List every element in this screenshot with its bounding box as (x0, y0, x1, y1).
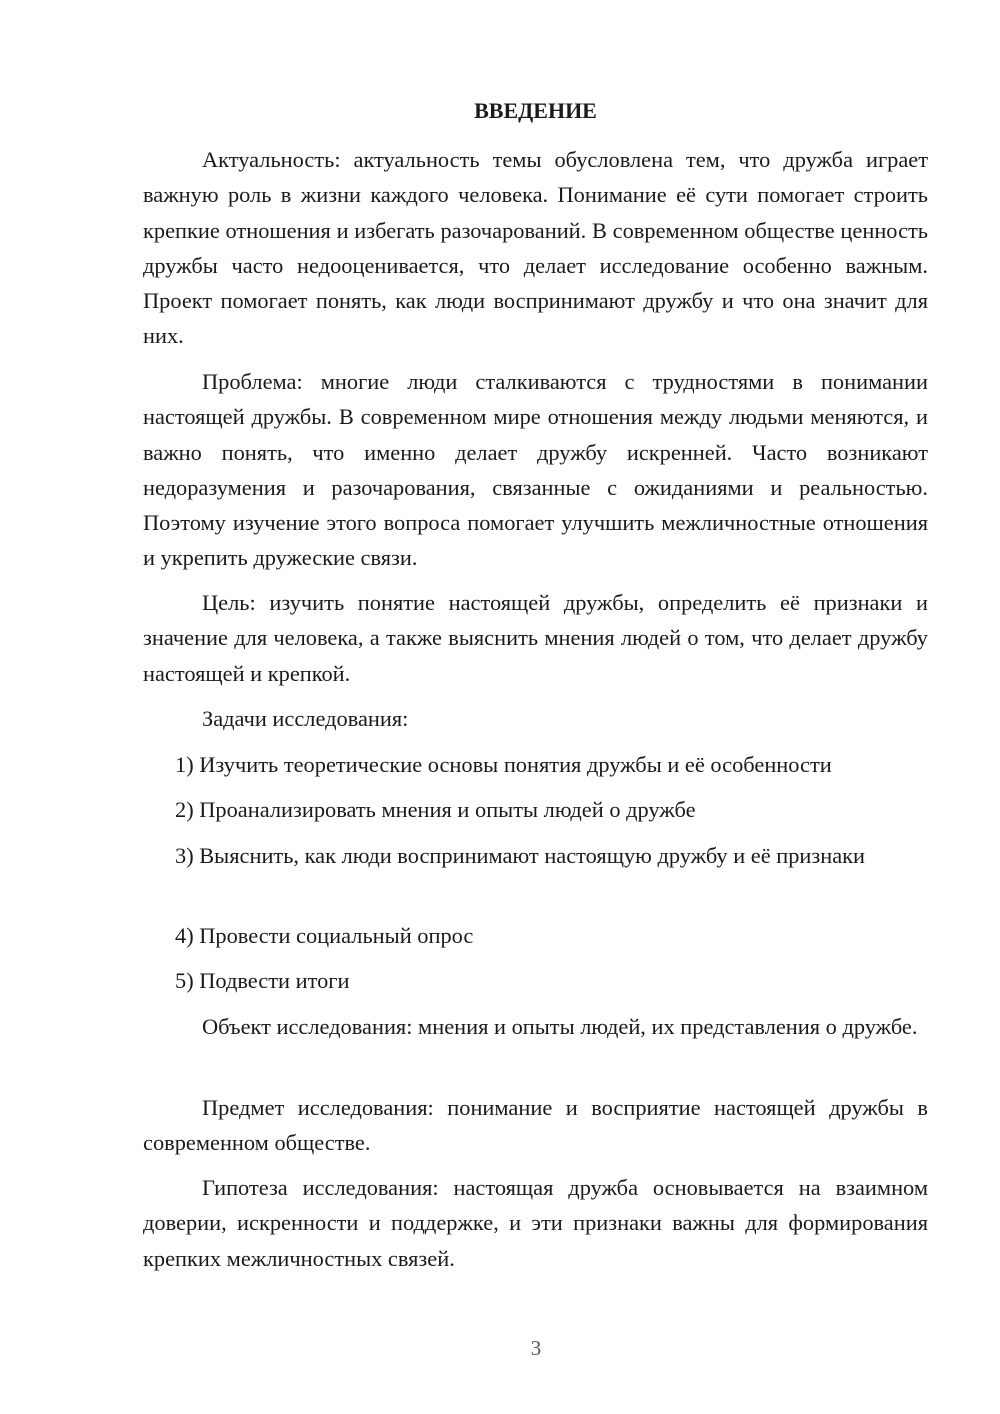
page-title: ВВЕДЕНИЕ (474, 98, 597, 123)
task-item-2: 2) Проанализировать мнения и опыты людей о дружбе (175, 797, 696, 822)
paragraph-hypothesis: Гипотеза исследования: настоящая дружба основывается на взаимном доверии, искренности и поддержке, и эти признаки важны для формирования крепких межличностных связей. (143, 1175, 928, 1271)
task-item-1: 1) Изучить теоретические основы понятия дружбы и её особенности (175, 752, 832, 777)
tasks-title: Задачи исследования: (202, 706, 409, 731)
task-item-4: 4) Провести социальный опрос (175, 923, 474, 948)
task-item-5: 5) Подвести итоги (175, 968, 350, 993)
paragraph-problem: Проблема: многие люди сталкиваются с трудностями в понимании настоящей дружбы. В современном мире отношения между людьми меняются, и важно понять, что именно делает дружбу искренней. Часто возникают недоразумения и разочарования, связанные с ожиданиями и реальностью. Поэтому изучение этого вопроса помогает улучшить межличностные отношения и укрепить дружеские связи. (143, 369, 928, 571)
paragraph-relevance: Актуальность: актуальность темы обусловлена тем, что дружба играет важную роль в жизни каждого человека. Понимание её сути помогает строить крепкие отношения и избегать разочарований. В современном обществе ценность дружбы часто недооценивается, что делает исследование особенно важным. Проект помогает понять, как люди воспринимают дружбу и что она значит для них. (143, 147, 928, 349)
task-item-3: 3) Выяснить, как люди воспринимают настоящую дружбу и её признаки (175, 843, 866, 868)
paragraph-goal: Цель: изучить понятие настоящей дружбы, определить её признаки и значение для человека, а также выяснить мнения людей о том, что делает дружбу настоящей и крепкой. (143, 590, 928, 686)
page-number: 3 (530, 1336, 542, 1360)
paragraph-subject: Предмет исследования: понимание и восприятие настоящей дружбы в современном обществе. (143, 1095, 928, 1156)
paragraph-object: Объект исследования: мнения и опыты людей, их представления о дружбе. (202, 1014, 918, 1039)
